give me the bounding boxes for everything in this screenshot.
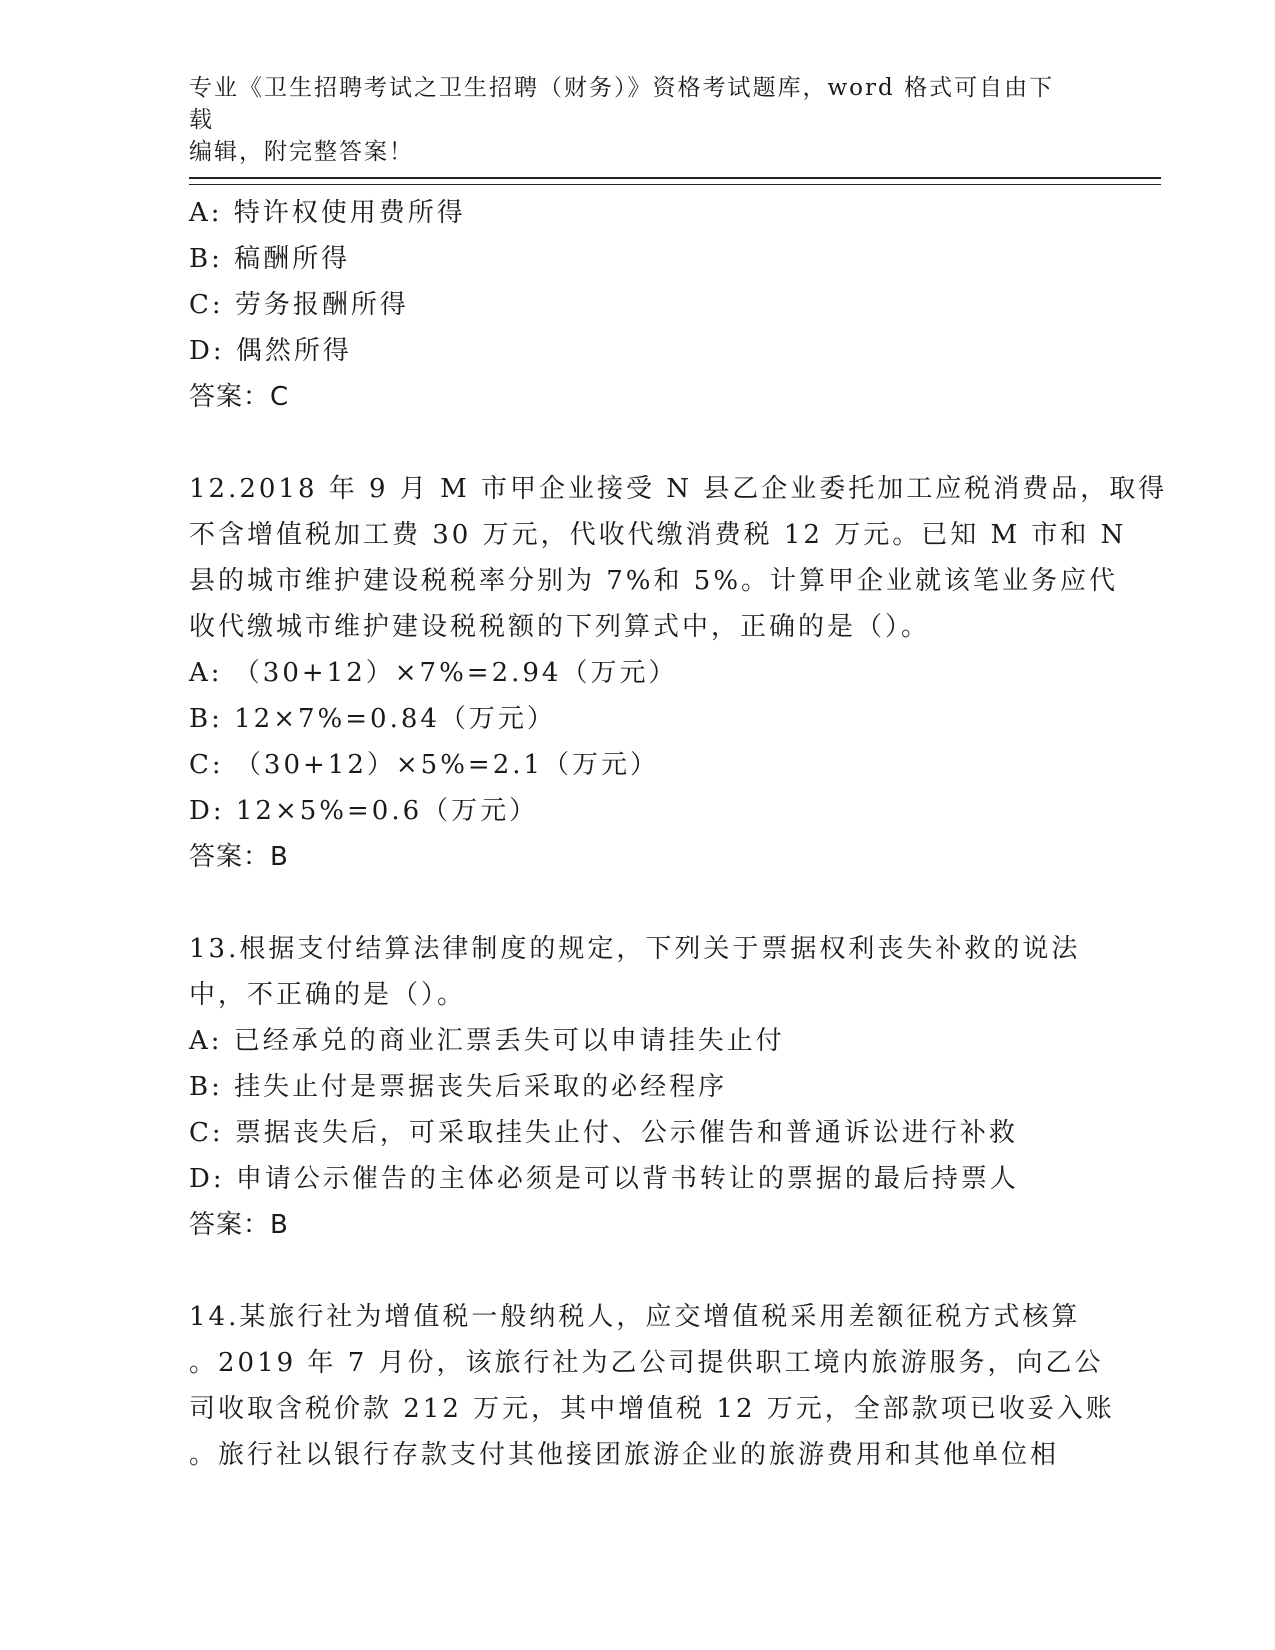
question-14 <box>189 1294 1115 1478</box>
option-b: B: 稿酬所得 <box>189 244 351 274</box>
option-c: C: （30+12）×5%=2.1（万元） <box>189 750 660 780</box>
question-13 <box>189 926 1089 1248</box>
answer: 答案：B <box>189 1210 289 1240</box>
question-text-line: 。旅行社以银行存款支付其他接团旅游企业的旅游费用和其他单位相 <box>189 1440 1060 1470</box>
option-d: D: 12×5%=0.6（万元） <box>189 796 539 826</box>
question-content <box>189 190 1168 1478</box>
document-header <box>189 72 1069 168</box>
option-a: A: （30+12）×7%=2.94（万元） <box>189 658 678 688</box>
question-text-line: 中，不正确的是（）。 <box>189 980 467 1010</box>
question-11 <box>189 190 1089 420</box>
question-text-line: 司收取含税价款 212 万元，其中增值税 12 万元，全部款项已收妥入账 <box>189 1394 1115 1424</box>
question-12 <box>189 466 1168 880</box>
header-line-2: 编辑，附完整答案！ <box>189 139 414 165</box>
question-text-line: 12.2018 年 9 月 M 市甲企业接受 N 县乙企业委托加工应税消费品，取得 <box>189 474 1168 504</box>
option-a: A: 特许权使用费所得 <box>189 198 466 228</box>
question-text-line: 14.某旅行社为增值税一般纳税人，应交增值税采用差额征税方式核算 <box>189 1302 1081 1332</box>
option-b: B: 挂失止付是票据丧失后采取的必经程序 <box>189 1072 728 1102</box>
spacer <box>189 420 1089 466</box>
question-text-line: 收代缴城市维护建设税税额的下列算式中，正确的是（）。 <box>189 612 931 642</box>
header-divider-thick <box>189 177 1161 179</box>
answer: 答案：C <box>189 382 290 412</box>
spacer <box>189 880 1089 926</box>
option-c: C: 劳务报酬所得 <box>189 290 409 320</box>
spacer <box>189 1248 1089 1294</box>
option-d: D: 偶然所得 <box>189 336 352 366</box>
option-a: A: 已经承兑的商业汇票丢失可以申请挂失止付 <box>189 1026 785 1056</box>
answer: 答案：B <box>189 842 289 872</box>
option-c: C: 票据丧失后，可采取挂失止付、公示催告和普通诉讼进行补救 <box>189 1118 1018 1148</box>
option-d: D: 申请公示催告的主体必须是可以背书转让的票据的最后持票人 <box>189 1164 1019 1194</box>
question-text-line: 13.根据支付结算法律制度的规定，下列关于票据权利丧失补救的说法 <box>189 934 1081 964</box>
header-line-1: 专业《卫生招聘考试之卫生招聘（财务）》资格考试题库，word 格式可自由下载 <box>189 75 1055 133</box>
header-divider-thin <box>189 184 1161 185</box>
question-text-line: 。2019 年 7 月份，该旅行社为乙公司提供职工境内旅游服务，向乙公 <box>189 1348 1104 1378</box>
question-text-line: 县的城市维护建设税税率分别为 7%和 5%。计算甲企业就该笔业务应代 <box>189 566 1119 596</box>
option-b: B: 12×7%=0.84（万元） <box>189 704 556 734</box>
question-text-line: 不含增值税加工费 30 万元，代收代缴消费税 12 万元。已知 M 市和 N <box>189 520 1127 550</box>
